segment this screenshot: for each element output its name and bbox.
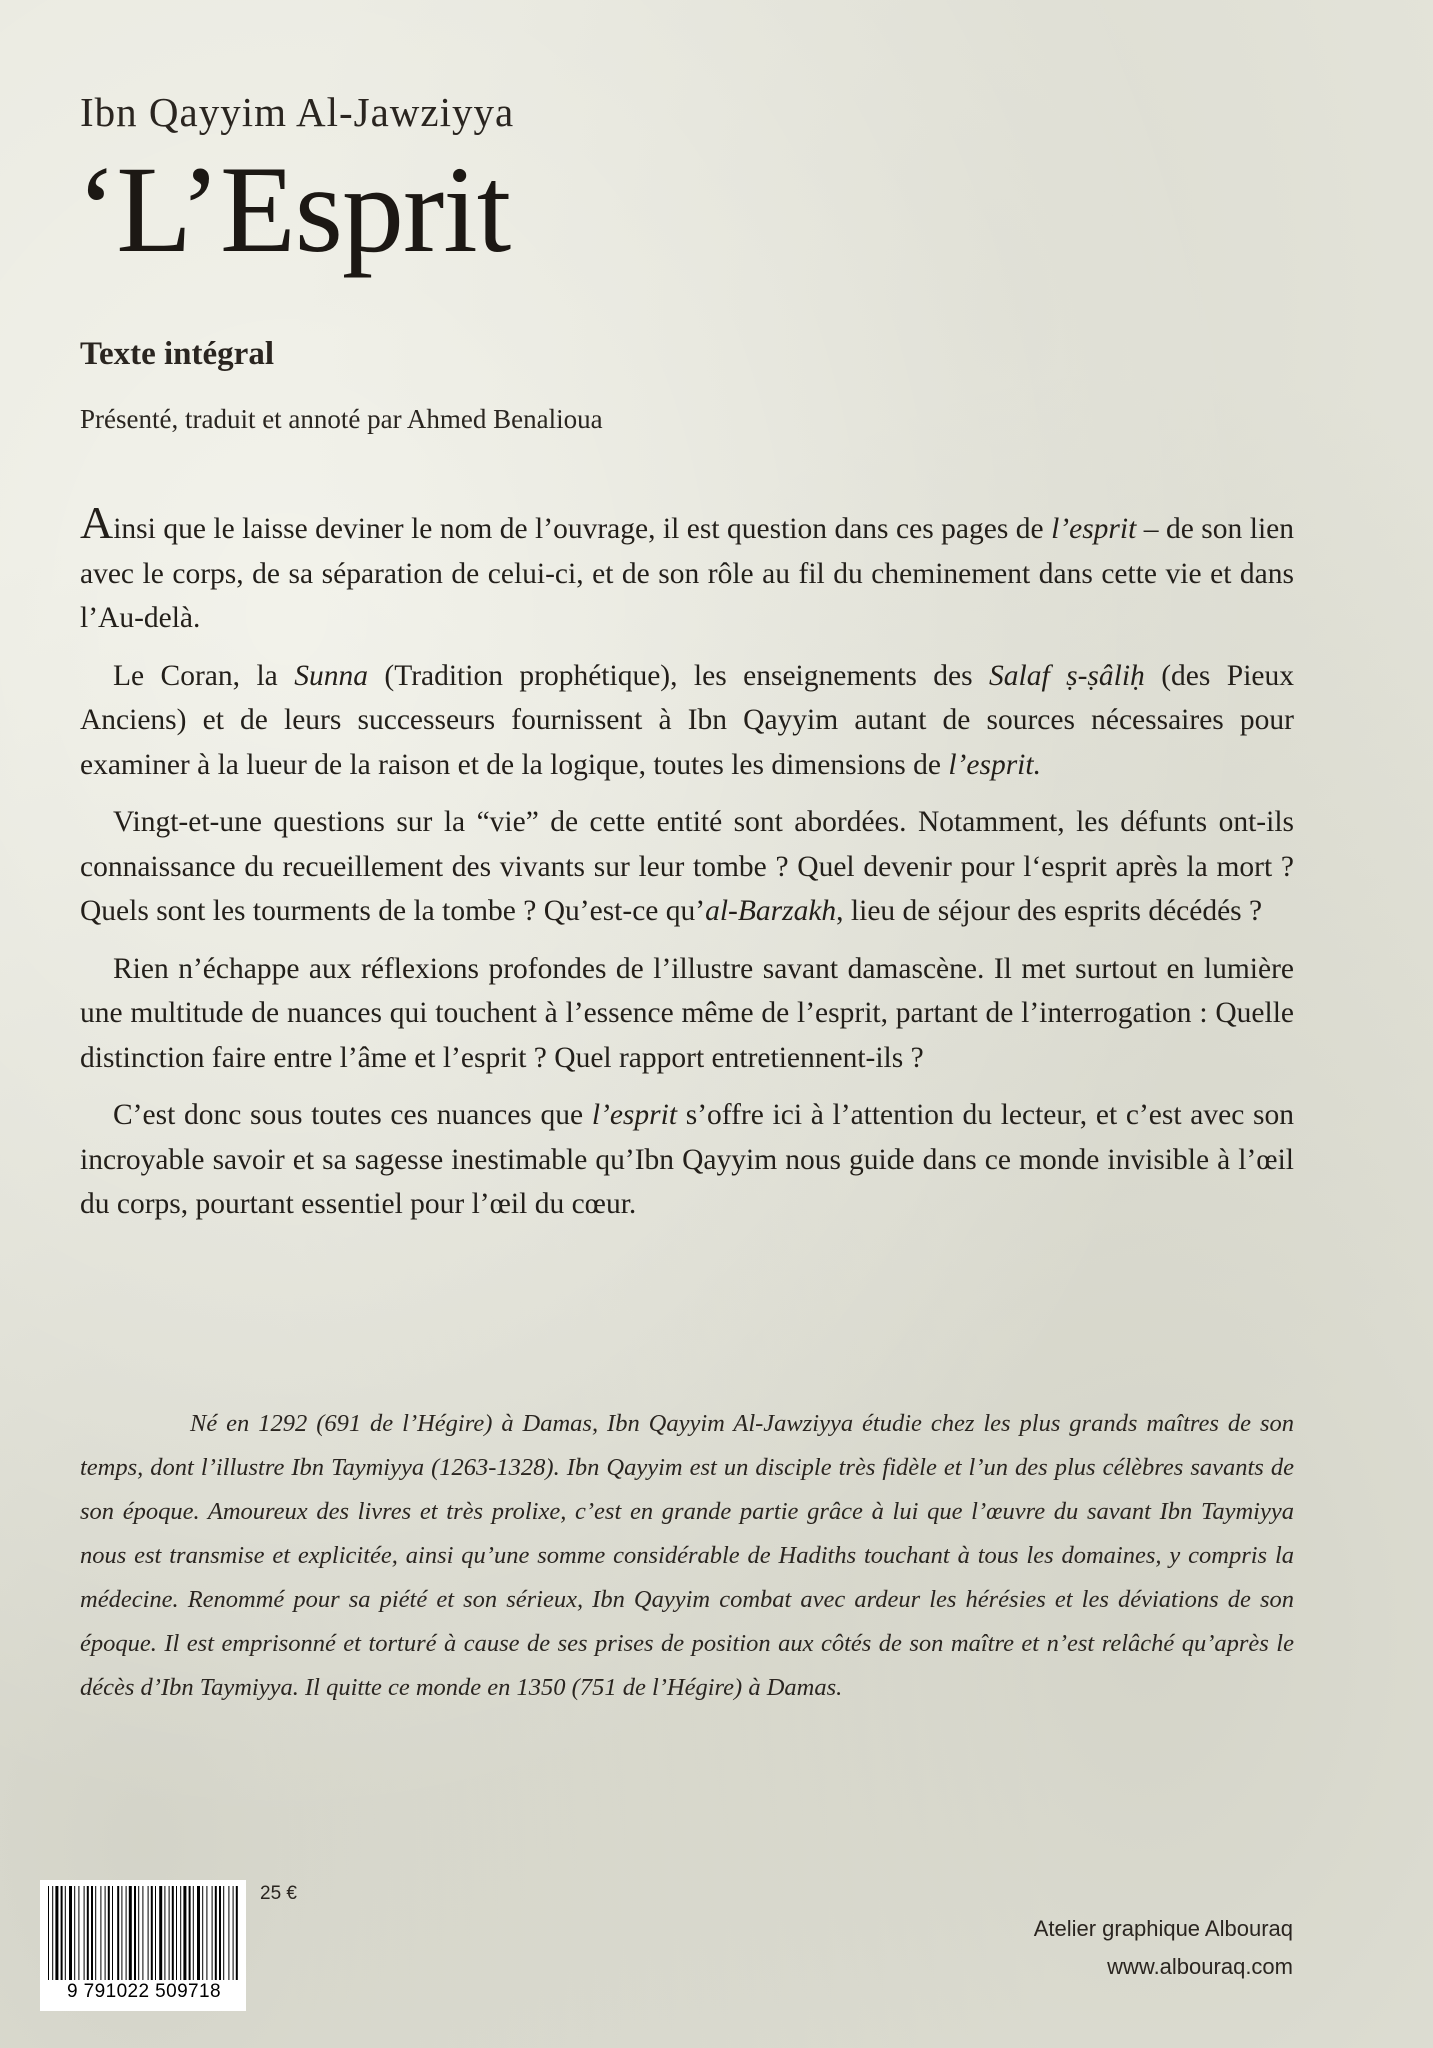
barcode-bar	[151, 1886, 153, 1980]
barcode-bar	[169, 1886, 170, 1980]
barcode-bar	[215, 1886, 217, 1980]
barcode-bar	[176, 1886, 177, 1980]
author-name: Ibn Qayyim Al-Jawziyya	[80, 89, 515, 135]
blurb	[80, 497, 1295, 1240]
blurb-text: Vingt-et-une questions sur la “vie” de cette entité sont abordées. Notamment, les défunts ont-ils connaissance du recueillement des vivants sur leur tombe ? Quel devenir pour l‘esprit après la mort ? Quels sont les tourments de la tombe ? Qu’est-ce qu’	[80, 806, 1294, 927]
barcode-bar	[117, 1886, 119, 1980]
barcode-bar	[112, 1886, 113, 1980]
barcode-bar	[74, 1886, 75, 1980]
blurb-text: – de son lien avec le corps, de sa séparation de celui-ci, et de son rôle au fil du cheminement dans cette vie et dans l’Au-delà.	[80, 513, 1294, 634]
blurb-paragraph-4	[80, 947, 1294, 1081]
barcode-bar	[183, 1886, 186, 1980]
blurb-paragraph-3	[80, 800, 1294, 934]
blurb-text: s’offre ici à l’attention du lecteur, et c’est avec son incroyable savoir et sa sagesse inestimable qu’Ibn Qayyim nous guide dans ce monde invisible à l’œil du corps, pourtant essentiel pour l’œil du cœur.	[80, 1099, 1294, 1220]
blurb-emphasis: al-Barzakh	[705, 895, 837, 927]
barcode-bar	[129, 1886, 132, 1980]
barcode-bar	[138, 1886, 139, 1980]
author-biography: Né en 1292 (691 de l’Hégire) à Damas, Ibn Qayyim Al-Jawziyya étudie chez les plus grands maîtres de son temps, dont l’illustre Ibn Taymiyya (1263-1328). Ibn Qayyim est un disciple très fidèle et l’un des plus célèbres savants de son époque. Amoureux des livres et très prolixe, c’est en grande partie grâce à lui que l’œuvre du savant Ibn Taymiyya nous est transmise et explicitée, ainsi qu’une somme considérable de Hadiths touchant à tous les domaines, y compris la médecine. Renommé pour sa piété et son sérieux, Ibn Qayyim combat avec ardeur les hérésies et les déviations de son époque. Il est emprisonné et torturé à cause de ses prises de position aux côtés de son maître et n’est relâché qu’après le décès d’Ibn Taymiyya. Il quitte ce monde en 1350 (751 de l’Hégire) à Damas.	[80, 1410, 1294, 1701]
barcode-bar	[78, 1886, 79, 1980]
barcode-bar	[219, 1886, 221, 1980]
blurb-text: insi que le laisse deviner le nom de l’ouvrage, il est question dans ces pages de	[113, 513, 1052, 545]
barcode-bar	[65, 1886, 66, 1980]
blurb-paragraph-1	[80, 497, 1294, 641]
barcode-bar	[121, 1886, 122, 1980]
barcode-bar	[159, 1886, 162, 1980]
barcode-bar	[189, 1886, 191, 1980]
blurb-emphasis: l’esprit	[1051, 513, 1137, 545]
barcode-bar	[134, 1886, 136, 1980]
barcode	[40, 1880, 246, 2011]
blurb-emphasis: l’esprit.	[948, 748, 1041, 781]
barcode-bar	[233, 1886, 234, 1980]
barcode-bar	[202, 1886, 203, 1980]
barcode-bar	[48, 1886, 49, 1980]
barcode-bar	[69, 1886, 72, 1980]
barcode-bar	[55, 1886, 58, 1980]
barcode-bars	[46, 1886, 240, 1980]
barcode-bar	[193, 1886, 194, 1980]
barcode-bar	[100, 1886, 101, 1980]
barcode-bar	[105, 1886, 106, 1980]
barcode-bar	[95, 1886, 96, 1980]
barcode-bar	[84, 1886, 85, 1980]
barcode-bar	[180, 1886, 181, 1980]
isbn-digits: 9 791022 509718	[67, 1981, 221, 2002]
price: 25 €	[260, 1883, 297, 1904]
barcode-bar	[52, 1886, 53, 1980]
blurb-emphasis: l’esprit	[591, 1099, 678, 1131]
barcode-bar	[223, 1886, 224, 1980]
blurb-emphasis: Sunna	[294, 659, 368, 692]
blurb-text: Rien n’échappe aux réflexions profondes de l’illustre savant damascène. Il met surtout en lumière une multitude de nuances qui touchent à l’essence même de l’esprit, partant de l’interrogation : Quelle distinction faire entre l’âme et l’esprit ? Quel rapport entretiennent-ils ?	[80, 952, 1294, 1074]
barcode-bar	[108, 1886, 110, 1980]
blurb-text: C’est donc sous toutes ces nuances que	[113, 1099, 592, 1131]
barcode-bar	[172, 1886, 174, 1980]
publisher-name: Atelier graphique Albouraq	[1033, 1916, 1293, 1941]
barcode-bar	[197, 1886, 200, 1980]
barcode-bar	[164, 1886, 165, 1980]
book-subtitle: Texte intégral	[80, 336, 274, 372]
barcode-bar	[228, 1886, 229, 1980]
drop-cap: A	[80, 497, 114, 548]
barcode-bar	[87, 1886, 89, 1980]
book-title: ‘L’Esprit	[76, 141, 511, 278]
publisher-info	[1034, 1910, 1293, 1986]
barcode-bar	[61, 1886, 63, 1980]
barcode-bar	[148, 1886, 149, 1980]
blurb-text: Le Coran, la	[113, 659, 295, 692]
blurb-text: (des Pieux Anciens) et de leurs successeurs fournissent à Ibn Qayyim autant de sources nécessaires pour examiner à la lueur de la raison et de la logique, toutes les dimensions de	[80, 659, 1295, 781]
blurb-paragraph-5	[80, 1093, 1294, 1227]
barcode-bar	[236, 1886, 238, 1980]
barcode-bar	[126, 1886, 127, 1980]
barcode-bar	[212, 1886, 213, 1980]
blurb-text: , lieu de séjour des esprits décédés ?	[836, 895, 1263, 927]
blurb-text: (Tradition prophétique), les enseignements des	[367, 659, 990, 692]
barcode-bar	[142, 1886, 143, 1980]
blurb-emphasis: Salaf ṣ-ṣâliḥ	[989, 659, 1145, 692]
barcode-bar	[91, 1886, 93, 1980]
barcode-bar	[155, 1886, 156, 1980]
barcode-bar	[206, 1886, 207, 1980]
blurb-paragraph-2	[80, 654, 1294, 788]
publisher-url: www.albouraq.com	[1107, 1954, 1293, 1979]
translator-credits: Présenté, traduit et annoté par Ahmed Benalioua	[80, 404, 603, 434]
